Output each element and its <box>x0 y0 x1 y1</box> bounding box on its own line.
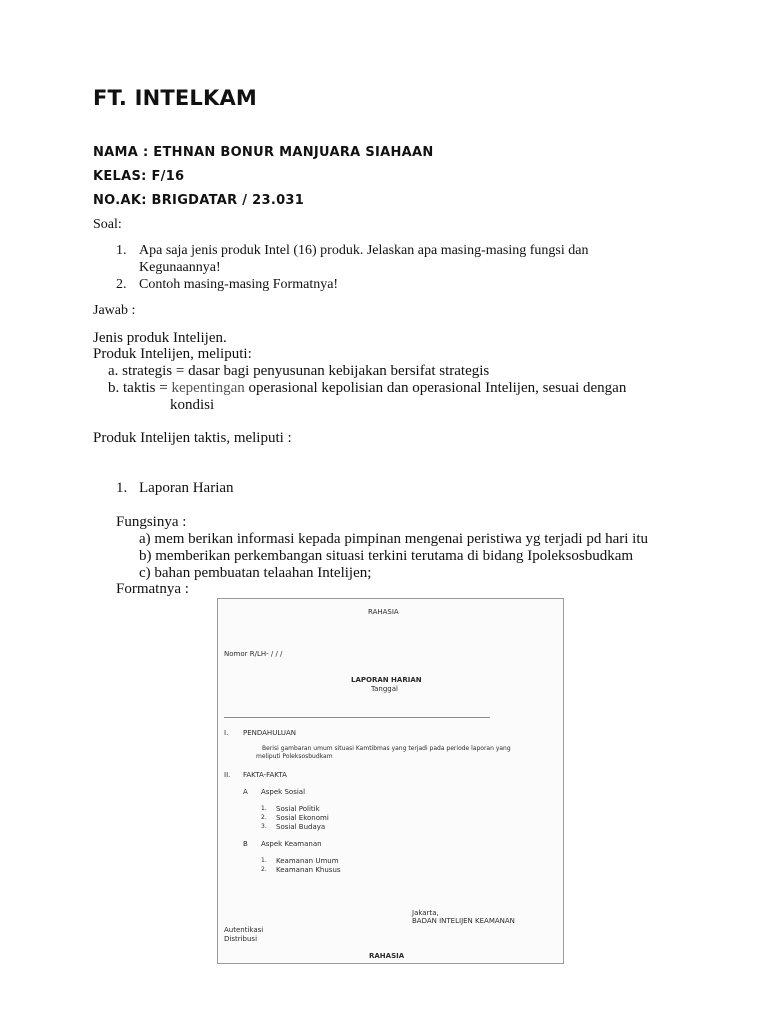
form-top-marking: RAHASIA <box>368 608 399 616</box>
fungsi-label: Fungsinya : <box>116 514 187 530</box>
soal-1-text-cont: Kegunaannya! <box>139 260 221 275</box>
form-distribusi: Distribusi <box>224 935 258 943</box>
form-aspect-a-item-3-number: 3. <box>261 823 267 830</box>
form-tanggal: Tanggal <box>371 685 398 693</box>
fungsi-a: a) mem berikan informasi kepada pimpinan mengenai peristiwa yg terjadi pd hari itu <box>139 531 649 547</box>
form-aspect-b-item-2-number: 2. <box>261 866 267 873</box>
fungsi-c: c) bahan pembuatan telaahan Intelijen; <box>139 565 372 581</box>
soal-2-number: 2. <box>116 277 127 292</box>
form-aspect-a-item-1: Sosial Politik <box>276 805 320 813</box>
taktis-intro: Produk Intelijen taktis, meliputi : <box>93 430 292 446</box>
form-aspect-b-letter: B <box>243 840 248 848</box>
soal-1-number: 1. <box>116 243 127 258</box>
form-aspect-a-item-3: Sosial Budaya <box>276 823 326 831</box>
form-section-2-title: FAKTA-FAKTA <box>243 771 287 779</box>
jawab-taktis <box>108 380 626 397</box>
student-class: KELAS: F/16 <box>93 169 185 184</box>
form-aspect-a-item-2: Sosial Ekonomi <box>276 814 329 822</box>
form-aspect-a-letter: A <box>243 788 248 796</box>
form-section-1-text: Berisi gambaran umum situasi Kamtibmas yang terjadi pada periode laporan yang <box>262 745 511 752</box>
student-name: NAMA : ETHNAN BONUR MANJUARA SIAHAAN <box>93 145 434 160</box>
taktis-rest: operasional kepolisian dan operasional Intelijen, sesuai dengan <box>244 380 627 396</box>
form-aspect-a-item-2-number: 2. <box>261 814 267 821</box>
jawab-strategis: a. strategis = dasar bagi penyusunan kebijakan bersifat strategis <box>108 363 490 379</box>
form-section-1-title: PENDAHULUAN <box>243 729 297 737</box>
form-section-2-number: II. <box>224 771 231 779</box>
form-section-1-number: I. <box>224 729 229 737</box>
item-1-number: 1. <box>116 480 128 496</box>
form-aspect-b-item-1-number: 1. <box>261 857 267 864</box>
item-1-title: Laporan Harian <box>139 480 234 496</box>
form-office: BADAN INTELIJEN KEAMANAN <box>412 917 515 925</box>
student-number: NO.AK: BRIGDATAR / 23.031 <box>93 193 305 208</box>
fungsi-b: b) memberikan perkembangan situasi terkini terutama di bidang Ipoleksosbudkam <box>139 548 634 564</box>
form-nomor: Nomor R/LH- / / / <box>224 650 283 658</box>
form-aspect-b-title: Aspek Keamanan <box>261 840 322 848</box>
document-title: FT. INTELKAM <box>93 86 258 110</box>
jawab-line-2: Produk Intelijen, meliputi: <box>93 346 252 362</box>
form-place: Jakarta, <box>412 909 439 917</box>
form-bottom-marking: RAHASIA <box>369 952 405 960</box>
form-section-1-text-cont: meliputi Poleksosbudkam <box>256 753 333 760</box>
soal-2-text: Contoh masing-masing Formatnya! <box>139 277 339 292</box>
form-aspect-b-item-1: Keamanan Umum <box>276 857 339 865</box>
form-aspect-a-title: Aspek Sosial <box>261 788 306 796</box>
form-aspect-b-item-2: Keamanan Khusus <box>276 866 341 874</box>
laporan-harian-format-image <box>217 598 564 964</box>
form-heading: LAPORAN HARIAN <box>351 676 422 684</box>
form-aspect-a-item-1-number: 1. <box>261 805 267 812</box>
taktis-prefix: b. taktis = <box>108 380 172 396</box>
soal-1-text: Apa saja jenis produk Intel (16) produk. Jelaskan apa masing-masing fungsi dan <box>139 243 589 258</box>
format-label: Formatnya : <box>116 581 189 597</box>
form-autentikasi: Autentikasi <box>224 926 264 934</box>
soal-label: Soal: <box>93 217 122 232</box>
jawab-label: Jawab : <box>93 303 136 318</box>
form-divider <box>224 717 490 718</box>
jawab-line-1: Jenis produk Intelijen. <box>93 330 227 346</box>
taktis-highlight: kepentingan <box>171 380 245 396</box>
jawab-taktis-cont: kondisi <box>170 397 215 413</box>
